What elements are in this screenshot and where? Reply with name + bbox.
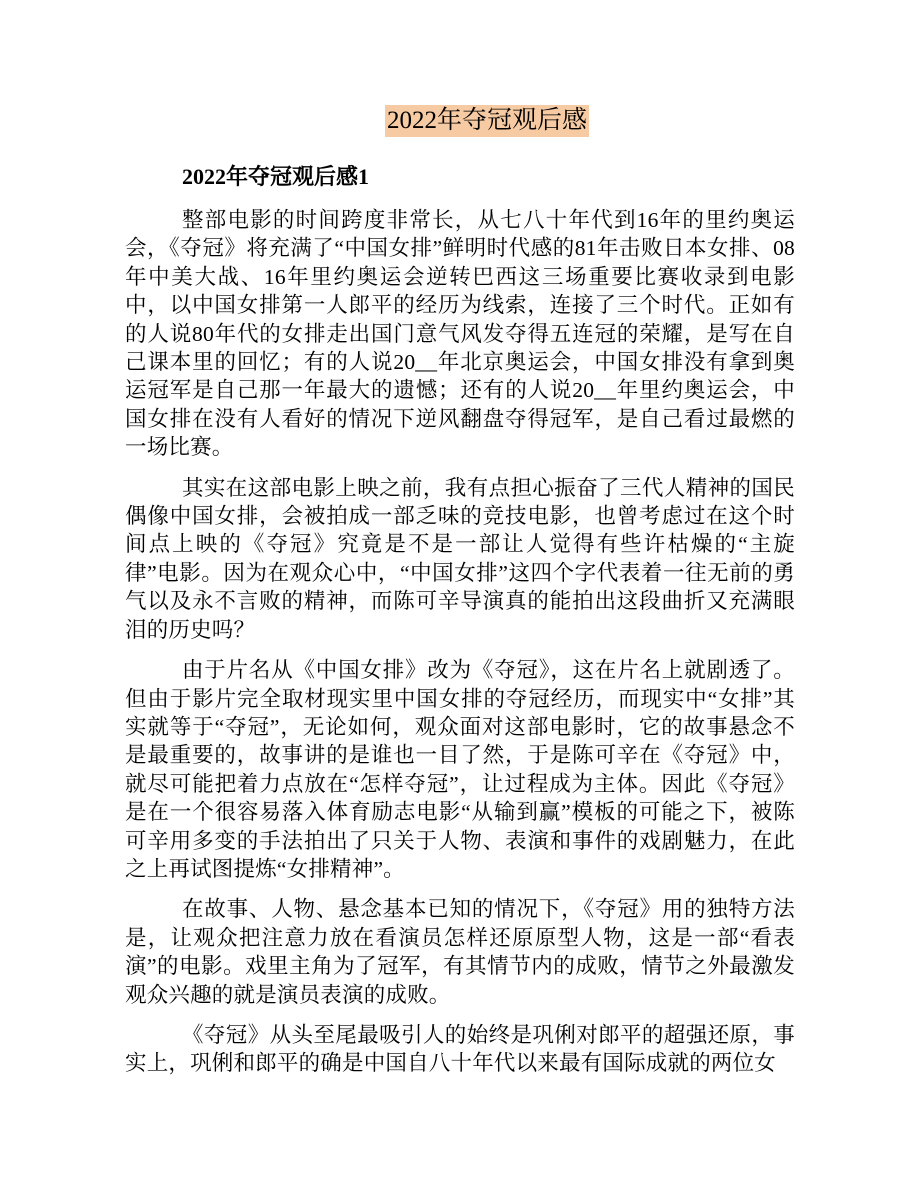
body-paragraph: 其实在这部电影上映之前，我有点担心振奋了三代人精神的国民偶像中国女排，会被拍成一部乏味的竞技电影，也曾考虑过在这个时间点上映的《夺冠》究竟是不是一部让人觉得有些许枯燥的“主旋律”电影。因为在观众心中，“中国女排”这四个字代表着一往无前的勇气以及永不言败的精神，而陈可辛导演真的能拍出这段曲折又充满眼泪的历史吗？ (125, 475, 795, 642)
body-paragraph: 在故事、人物、悬念基本已知的情况下，《夺冠》用的独特方法是，让观众把注意力放在看演员怎样还原原型人物，这是一部“看表演”的电影。戏里主角为了冠军，有其情节内的成败，情节之外最激发观众兴趣的就是演员表演的成败。 (125, 897, 795, 1007)
document-title-highlighted-text: 2022年夺冠观后感 (385, 105, 589, 137)
section-heading: 2022年夺冠观后感1 (182, 164, 370, 189)
body-paragraph: 整部电影的时间跨度非常长，从七八十年代到16年的里约奥运会，《夺冠》将充满了“中国女排”鲜明时代感的81年击败日本女排、08年中美大战、16年里约奥运会逆转巴西这三场重要比赛收录到电影中，以中国女排第一人郎平的经历为线索，连接了三个时代。正如有的人说80年代的女排走出国门意气风发夺得五连冠的荣耀，是写在自己课本里的回忆；有的人说20__年北京奥运会，中国女排没有拿到奥运冠军是自己那一年最大的遗憾；还有的人说20__年里约奥运会，中国女排在没有人看好的情况下逆风翻盘夺得冠军，是自己看过最燃的一场比赛。 (125, 208, 795, 460)
document-body (125, 206, 795, 1078)
document-title (125, 106, 795, 136)
body-paragraph: 由于片名从《中国女排》改为《夺冠》，这在片名上就剧透了。但由于影片完全取材现实里中国女排的夺冠经历，而现实中“女排”其实就等于“夺冠”，无论如何，观众面对这部电影时，它的故事悬念不是最重要的，故事讲的是谁也一目了然，于是陈可辛在《夺冠》中，就尽可能把着力点放在“怎样夺冠”，让过程成为主体。因此《夺冠》是在一个很容易落入体育励志电影“从输到赢”模板的可能之下，被陈可辛用多变的手法拍出了只关于人物、表演和事件的戏剧魅力，在此之上再试图提炼“女排精神”。 (125, 658, 795, 881)
body-paragraph: 《夺冠》从头至尾最吸引人的始终是巩俐对郎平的超强还原，事实上，巩俐和郎平的确是中国自八十年代以来最有国际成就的两位女 (125, 1022, 795, 1076)
